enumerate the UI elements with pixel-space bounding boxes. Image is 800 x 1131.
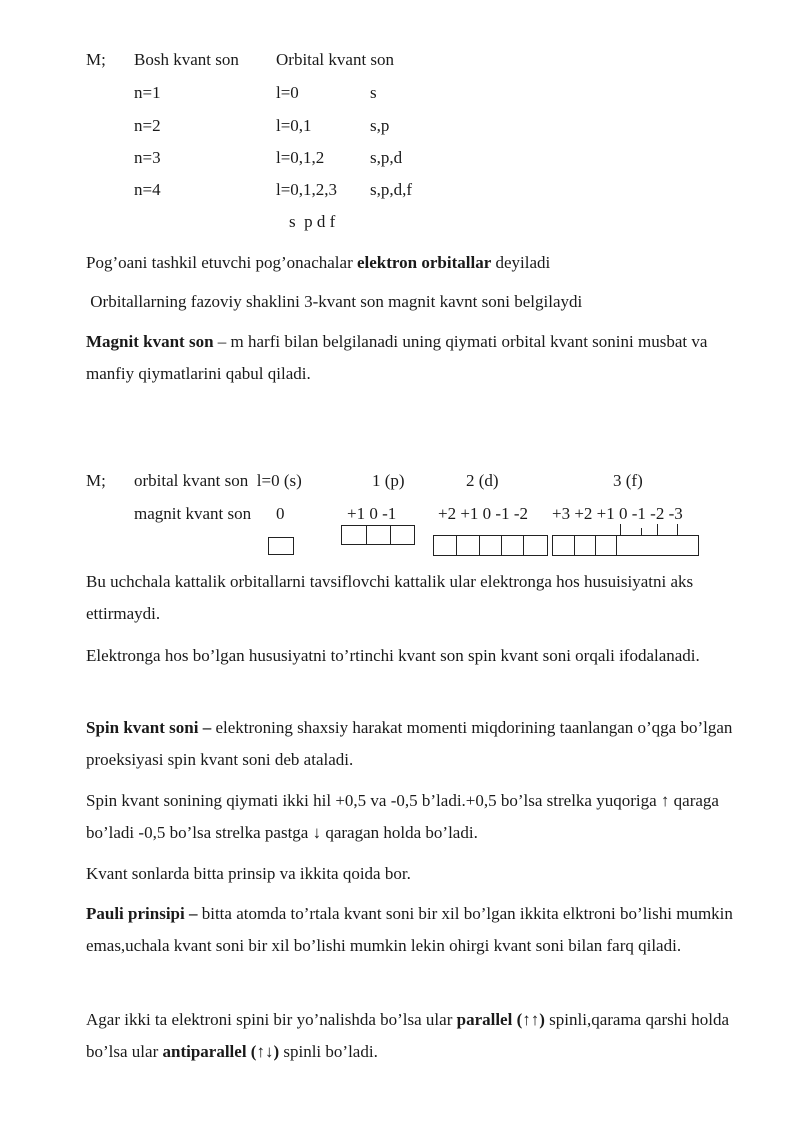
- paragraph-spin-values: Spin kvant sonining qiymati ikki hil +0,5 va -0,5 b’ladi.+0,5 bo’lsa strelka yuqoriga ↑ qaraga bo’ladi -0,5 bo’lsa strelka pastga ↓ qaragan holda bo’ladi.: [86, 791, 719, 842]
- row1-sub: s: [370, 83, 377, 102]
- f-orbital-divider: [657, 524, 658, 536]
- row4-n: n=4: [134, 180, 161, 199]
- p1-bold: elektron orbitallar: [356, 253, 492, 272]
- d-orbital-cell: [479, 536, 480, 555]
- p10-text-c: spinli,qarama qarshi holda bo’lsa ular: [86, 1010, 730, 1061]
- d-orbital-cell: [523, 536, 524, 555]
- paragraph-pauli: [86, 898, 746, 962]
- orbital-f: 3 (f): [613, 471, 643, 490]
- row4-l: l=0,1,2,3: [276, 180, 338, 199]
- paragraph-fourth-number: Elektronga hos bo’lgan hususiyatni to’rtinchi kvant son spin kvant soni orqali ifodalanadi.: [86, 646, 700, 665]
- magnit-s-values: 0: [276, 504, 285, 523]
- d-orbital-boxes: [433, 535, 548, 556]
- header-bosh-kvant-son: Bosh kvant son: [134, 50, 239, 69]
- row2-n: n=2: [134, 116, 161, 135]
- p-orbital-cell: [366, 526, 367, 544]
- row2-l: l=0,1: [276, 116, 312, 135]
- p3-text: – m harfi bilan belgilanadi uning qiymati orbital kvant sonini musbat va manfiy qiymatlarini qabul qiladi.: [86, 332, 708, 383]
- p10-text-a: Agar ikki ta elektroni spini bir yo’nalishda bo’lsa ular: [86, 1010, 457, 1029]
- magnit-f-values: +3 +2 +1 0 -1 -2 -3: [552, 504, 683, 523]
- orbital-d: 2 (d): [466, 471, 499, 490]
- row3-n: n=3: [134, 148, 161, 167]
- f-orbital-cell: [595, 536, 596, 555]
- p6-text: elektroning shaxsiy harakat momenti miqdorining taanlangan o’qga bo’lgan proeksiyasi spin kvant soni deb ataladi.: [86, 718, 733, 769]
- f-orbital-cell: [616, 536, 617, 555]
- magnit-kvant-son-label: magnit kvant son: [134, 504, 252, 523]
- p10-text-d: spinli bo’ladi.: [279, 1042, 378, 1061]
- p10-parallel: parallel (↑↑): [456, 1010, 545, 1029]
- magnit-d-values: +2 +1 0 -1 -2: [438, 504, 528, 523]
- orbital-kvant-son-label: orbital kvant son l=0 (s): [134, 471, 302, 490]
- p1-text: Pog’oani tashkil etuvchi pog’onachalar: [86, 253, 357, 272]
- paragraph-orbitals: [86, 247, 746, 279]
- p-orbital-boxes: [341, 525, 415, 545]
- row3-l: l=0,1,2: [276, 148, 325, 167]
- p1-tail: deyiladi: [491, 253, 551, 272]
- f-orbital-divider: [677, 524, 678, 536]
- table1-marker: M;: [86, 50, 106, 69]
- orbital-p: 1 (p): [372, 471, 405, 490]
- p3-bold: Magnit kvant son: [86, 332, 214, 351]
- header-orbital-kvant-son: Orbital kvant son: [276, 50, 395, 69]
- p9-bold: Pauli prinsipi –: [86, 904, 198, 923]
- paragraph-magnit: [86, 326, 746, 390]
- row2-sub: s,p: [370, 116, 390, 135]
- table1-footer: s p d f: [289, 212, 336, 231]
- p6-bold: Spin kvant soni –: [86, 718, 212, 737]
- row1-n: n=1: [134, 83, 161, 102]
- paragraph-parallel: [86, 1004, 746, 1068]
- table2-marker: M;: [86, 471, 106, 490]
- s-orbital-box: [268, 537, 294, 555]
- p9-text: bitta atomda to’rtala kvant soni bir xil bo’lgan ikkita elktroni bo’lishi mumkin emas,uchala kvant soni bir xil bo’lishi mumkin lekin ohirgi kvant soni bilan farq qiladi.: [86, 904, 733, 955]
- magnit-p-values: +1 0 -1: [347, 504, 397, 523]
- d-orbital-cell: [501, 536, 502, 555]
- f-orbital-divider: [641, 528, 642, 536]
- f-orbital-divider: [620, 524, 621, 536]
- paragraph-principles: Kvant sonlarda bitta prinsip va ikkita qoida bor.: [86, 864, 411, 883]
- paragraph-spin-definition: [86, 712, 746, 776]
- paragraph-three-quantities: Bu uchchala kattalik orbitallarni tavsiflovchi kattalik ular elektronga hos husuisiyatni aks ettirmaydi.: [86, 572, 694, 623]
- d-orbital-cell: [456, 536, 457, 555]
- row1-l: l=0: [276, 83, 299, 102]
- f-orbital-cell: [574, 536, 575, 555]
- f-orbital-boxes: [552, 535, 699, 556]
- row4-sub: s,p,d,f: [370, 180, 413, 199]
- p10-antiparallel: antiparallel (↑↓): [162, 1042, 280, 1061]
- row3-sub: s,p,d: [370, 148, 403, 167]
- paragraph-shape: Orbitallarning fazoviy shaklini 3-kvant son magnit kavnt soni belgilaydi: [86, 292, 583, 311]
- p-orbital-cell: [390, 526, 391, 544]
